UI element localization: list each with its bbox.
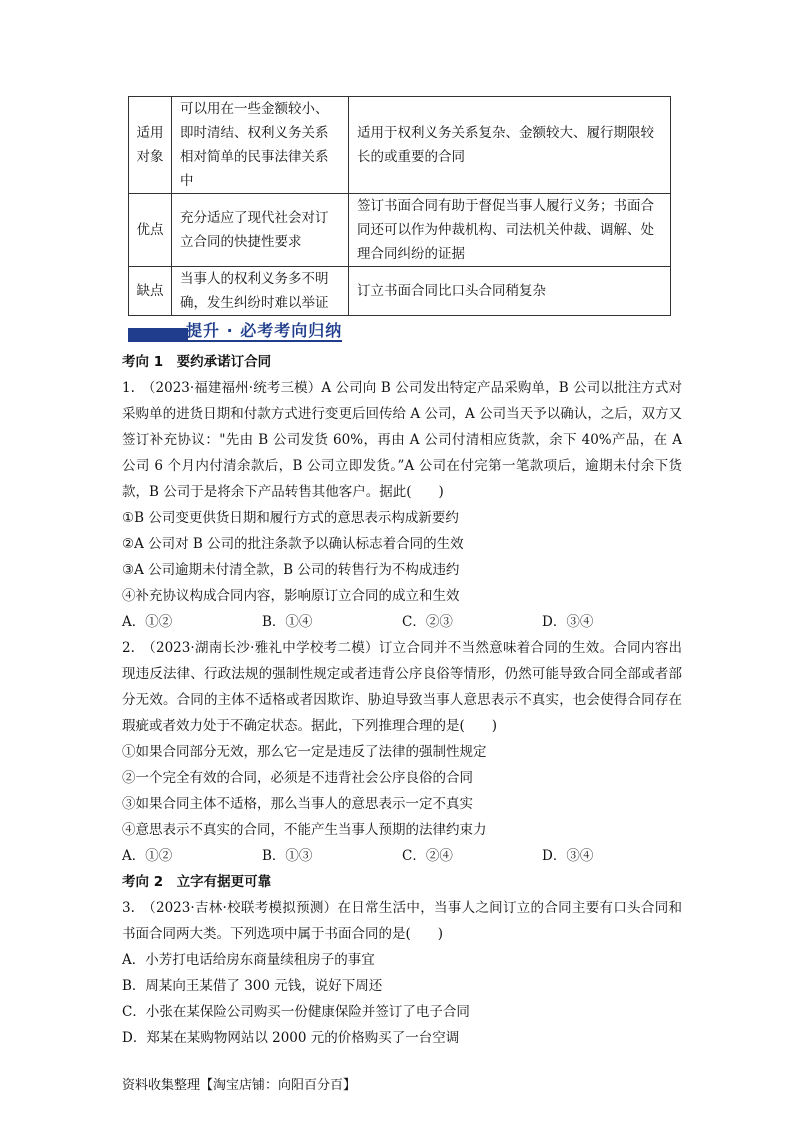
row-label: 缺点 (129, 267, 172, 316)
comparison-table (128, 96, 671, 316)
answer-option: A．小芳打电话给房东商量续租房子的事宜 (122, 952, 375, 968)
answer-choice: B．①④ (262, 614, 313, 630)
question-stem: 3. （2023·吉林·校联考模拟预测）在日常生活中，当事人之间订立的合同主要有口头合同和书面合同两大类。下列选项中属于书面合同的是( ) (122, 900, 682, 942)
row-label: 适用对象 (129, 97, 172, 194)
section-banner (128, 318, 342, 342)
statement-option: ③如果合同主体不适格，那么当事人的意思表示一定不真实 (122, 796, 473, 812)
answer-choice: D．③④ (542, 848, 594, 864)
statement-option: ①如果合同部分无效，那么它一定是违反了法律的强制性规定 (122, 744, 487, 760)
question-stem: 2. （2023·湖南长沙·雅礼中学校考二模）订立合同并不当然意味着合同的生效。合同内容出现违反法律、行政法规的强制性规定或者违背公序良俗等情形，仍然可能导致合同全部或者部分无效。合同的主体不适格或者因欺诈、胁迫导致当事人意思表示不真实，也会使得合同存在瑕疵或者效力处于不确定状态。据此，下列推理合理的是( ) (122, 640, 682, 734)
answer-choice: D．③④ (542, 614, 594, 630)
statement-option: ④意思表示不真实的合同，不能产生当事人预期的法律约束力 (122, 822, 487, 838)
topic-heading: 考向 1 要约承诺订合同 (122, 354, 272, 370)
oral-contract-cell: 充分适应了现代社会对订立合同的快捷性要求 (172, 194, 349, 267)
oral-contract-cell: 可以用在一些金额较小、即时清结、权利义务关系相对简单的民事法律关系中 (172, 97, 349, 194)
question-content (122, 349, 682, 1051)
answer-choices (122, 843, 682, 869)
oral-contract-cell: 当事人的权利义务多不明确，发生纠纷时难以举证 (172, 267, 349, 316)
answer-choice: C．②④ (402, 848, 453, 864)
written-contract-cell: 签订书面合同有助于督促当事人履行义务；书面合同还可以作为仲裁机构、司法机关仲裁、调解、处理合同纠纷的证据 (349, 194, 671, 267)
statement-option: ②A 公司对 B 公司的批注条款予以确认标志着合同的生效 (122, 536, 464, 552)
statement-option: ①B 公司变更供货日期和履行方式的意思表示构成新要约 (122, 510, 459, 526)
question-stem: 1. （2023·福建福州·统考三模）A 公司向 B 公司发出特定产品采购单，B 公司以批注方式对采购单的进货日期和付款方式进行变更后回传给 A 公司，A 公司当天予以确认，之后，双方又签订补充协议："先由 B 公司发货 60%，再由 A 公司付清相应货款，余下 40%产品，在 A 公司 6 个月内付清余款后，B 公司立即发货。”A 公司在付完第一笔款项后，逾期未付余下货款，B 公司于是将余下产品转售其他客户。据此( ) (122, 380, 682, 500)
written-contract-cell: 适用于权利义务关系复杂、金额较大、履行期限较长的或重要的合同 (349, 97, 671, 194)
table-row (129, 97, 671, 194)
statement-option: ④补充协议构成合同内容，影响原订立合同的成立和生效 (122, 588, 460, 604)
table-row (129, 267, 671, 316)
answer-option: D．郑某在某购物网站以 2000 元的价格购买了一台空调 (122, 1030, 460, 1046)
topic-heading: 考向 2 立字有据更可靠 (122, 874, 272, 890)
row-label: 优点 (129, 194, 172, 267)
answer-option: B．周某向王某借了 300 元钱，说好下周还 (122, 978, 383, 994)
page-footer: 资料收集整理【淘宝店铺：向阳百分百】 (122, 1078, 357, 1093)
written-contract-cell: 订立书面合同比口头合同稍复杂 (349, 267, 671, 316)
answer-choice: B．①③ (262, 848, 313, 864)
table-row (129, 194, 671, 267)
answer-choices (122, 609, 682, 635)
statement-option: ③A 公司逾期未付清全款，B 公司的转售行为不构成违约 (122, 562, 460, 578)
answer-option: C．小张在某保险公司购买一份健康保险并签订了电子合同 (122, 1004, 470, 1020)
answer-choice: A．①② (122, 848, 173, 864)
statement-option: ②一个完全有效的合同，必须是不违背社会公序良俗的合同 (122, 770, 473, 786)
answer-choice: C．②③ (402, 614, 453, 630)
banner-title: 提升 · 必考考向归纳 (186, 321, 343, 340)
banner-bar (128, 328, 188, 340)
answer-choice: A．①② (122, 614, 173, 630)
